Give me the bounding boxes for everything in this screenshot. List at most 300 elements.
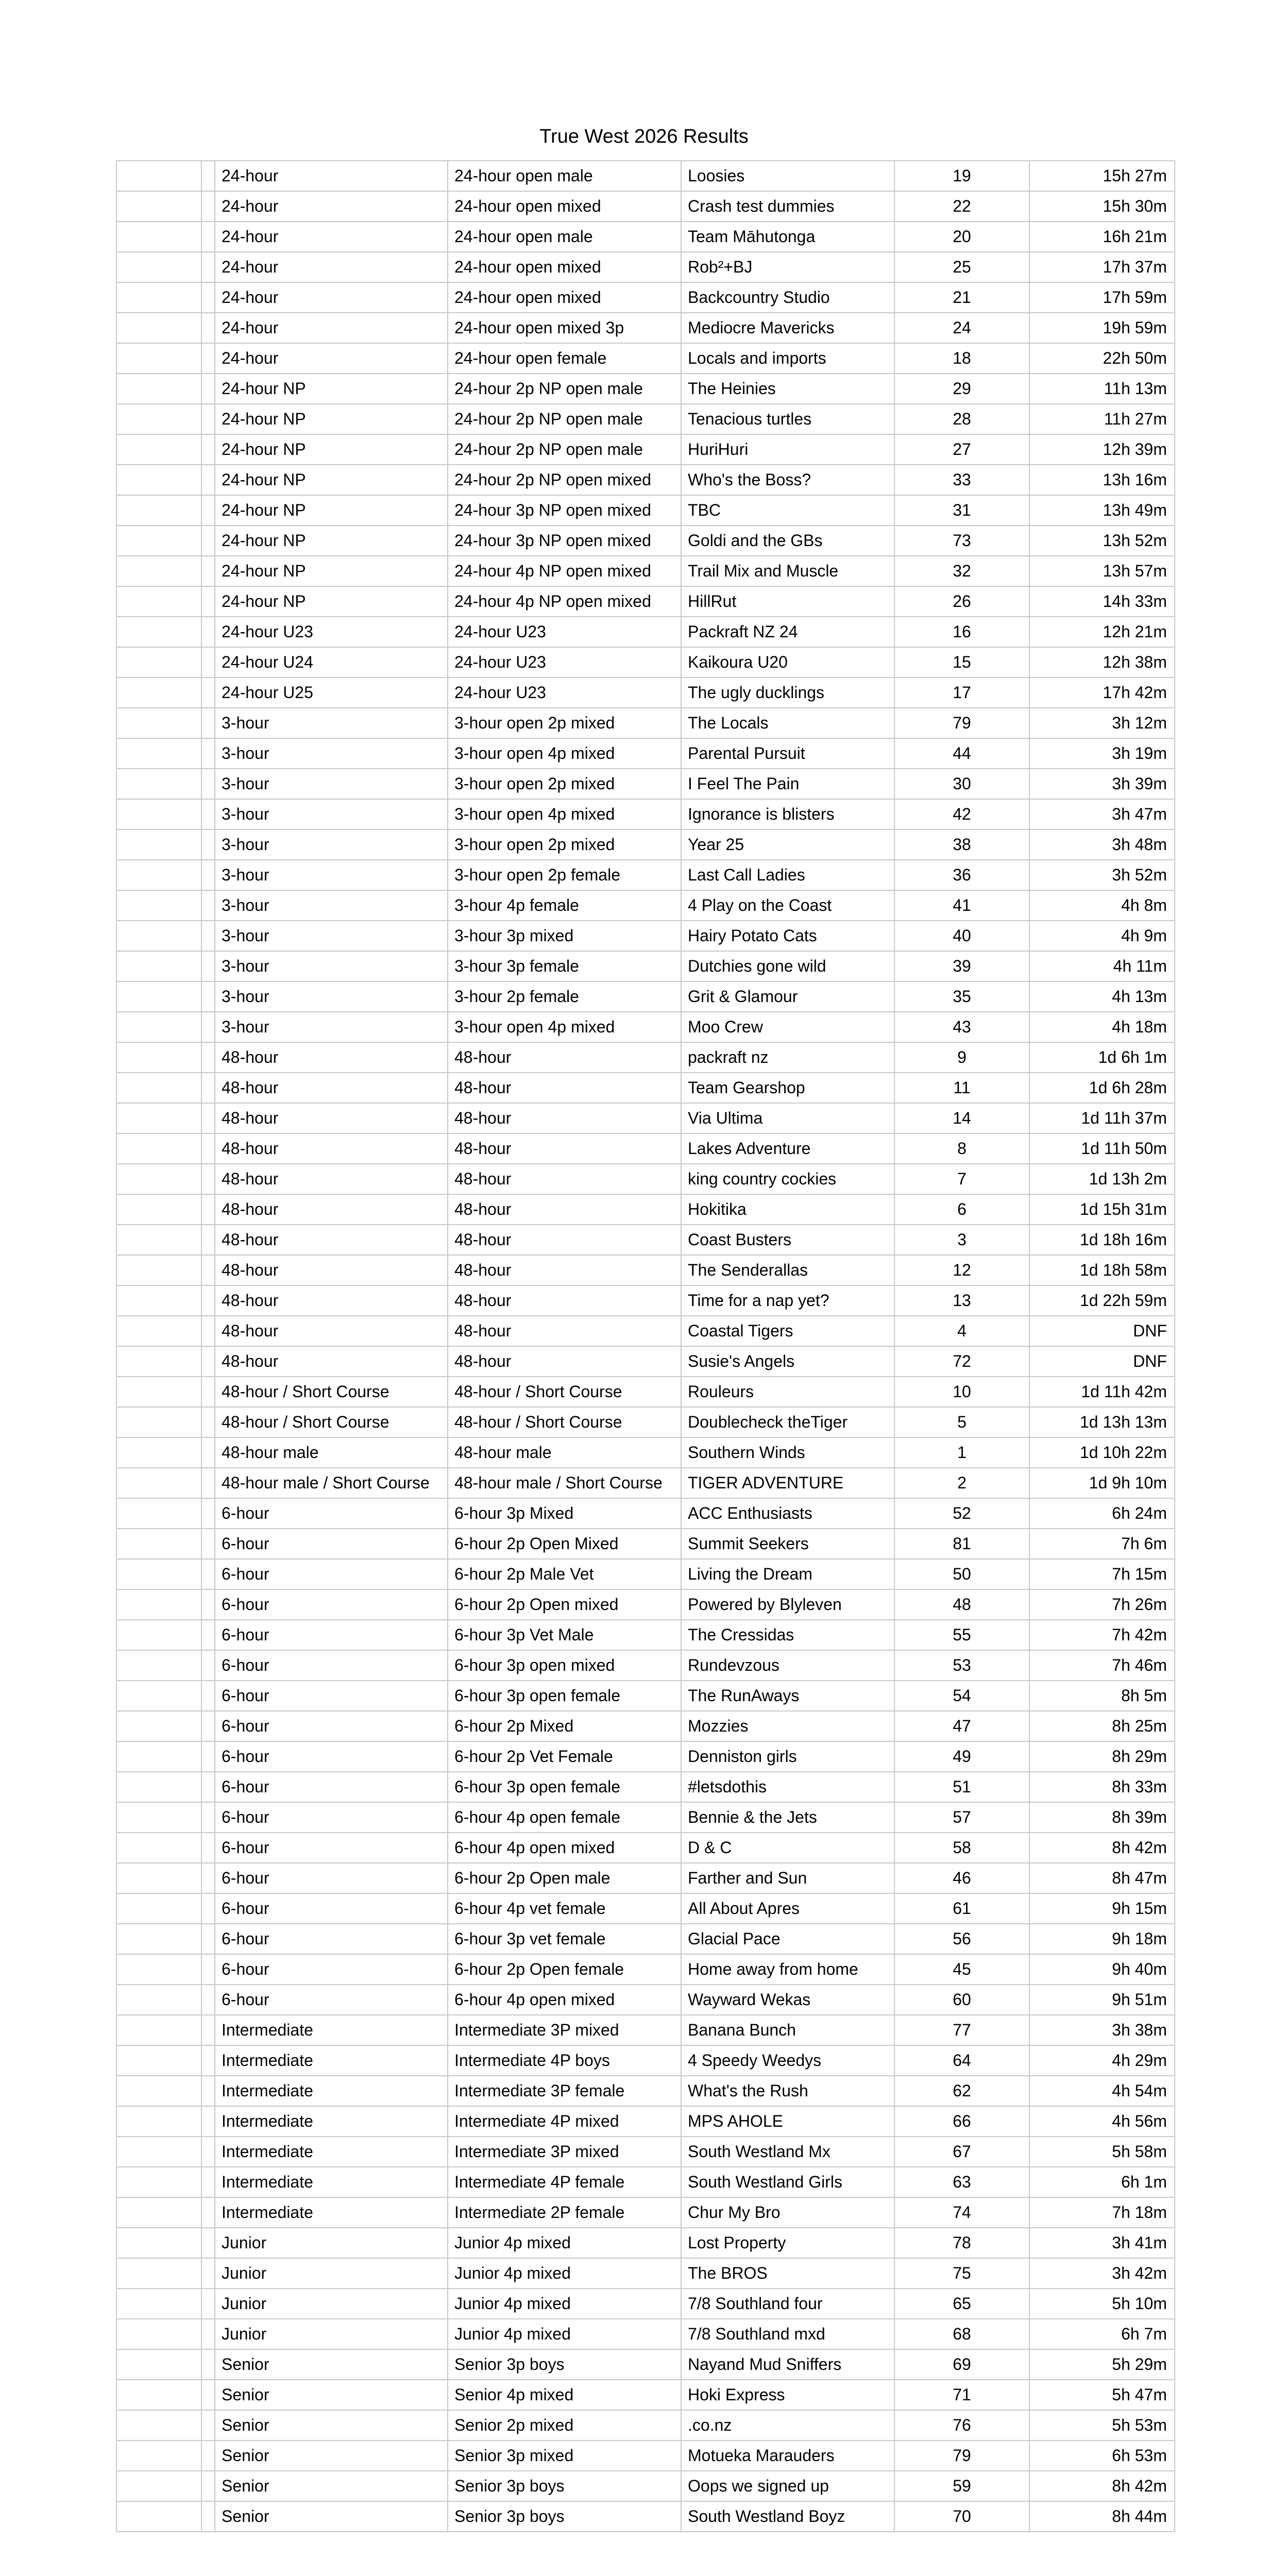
table-row [116, 890, 1175, 921]
table-row [116, 2258, 1175, 2289]
division-cell: 3-hour open 2p mixed [448, 769, 681, 799]
team-name-cell: The Cressidas [681, 1620, 894, 1650]
empty-cell [116, 1285, 201, 1316]
result-time-cell: 3h 41m [1029, 2228, 1175, 2258]
empty-cell [201, 465, 215, 495]
empty-cell [116, 860, 201, 890]
empty-cell [201, 1559, 215, 1589]
result-time-cell: 17h 42m [1029, 677, 1175, 708]
team-name-cell: Grit & Glamour [681, 981, 894, 1012]
team-number-cell: 73 [894, 526, 1029, 556]
empty-cell [116, 161, 201, 191]
result-time-cell: 8h 33m [1029, 1772, 1175, 1802]
division-cell: Intermediate 3P mixed [448, 2137, 681, 2167]
division-cell: 6-hour 3p vet female [448, 1924, 681, 1954]
table-row [116, 1133, 1175, 1164]
result-time-cell: 5h 53m [1029, 2410, 1175, 2441]
result-time-cell: 1d 11h 37m [1029, 1103, 1175, 1133]
table-row [116, 2197, 1175, 2228]
team-name-cell: Susie's Angels [681, 1346, 894, 1377]
team-number-cell: 67 [894, 2137, 1029, 2167]
result-time-cell: 8h 47m [1029, 1863, 1175, 1893]
team-name-cell: Rouleurs [681, 1377, 894, 1407]
result-time-cell: 9h 40m [1029, 1954, 1175, 1985]
division-cell: 24-hour open mixed [448, 252, 681, 282]
result-time-cell: 4h 29m [1029, 2045, 1175, 2076]
empty-cell [201, 2228, 215, 2258]
empty-cell [201, 1529, 215, 1559]
result-time-cell: 17h 37m [1029, 252, 1175, 282]
category-cell: 48-hour [215, 1225, 448, 1255]
empty-cell [201, 1741, 215, 1772]
result-time-cell: 11h 13m [1029, 374, 1175, 404]
team-name-cell: 7/8 Southland four [681, 2289, 894, 2319]
team-number-cell: 53 [894, 1650, 1029, 1681]
team-name-cell: Team Gearshop [681, 1073, 894, 1103]
table-row [116, 556, 1175, 586]
team-name-cell: Lost Property [681, 2228, 894, 2258]
team-number-cell: 60 [894, 1985, 1029, 2015]
division-cell: 24-hour 2p NP open male [448, 404, 681, 434]
table-row [116, 981, 1175, 1012]
empty-cell [116, 1012, 201, 1042]
result-time-cell: 8h 42m [1029, 1833, 1175, 1863]
team-number-cell: 30 [894, 769, 1029, 799]
team-number-cell: 43 [894, 1012, 1029, 1042]
division-cell: 48-hour male [448, 1437, 681, 1468]
empty-cell [201, 1103, 215, 1133]
empty-cell [116, 1681, 201, 1711]
team-name-cell: The BROS [681, 2258, 894, 2289]
category-cell: 48-hour [215, 1316, 448, 1346]
division-cell: 48-hour male / Short Course [448, 1468, 681, 1498]
team-number-cell: 75 [894, 2258, 1029, 2289]
division-cell: 3-hour 3p mixed [448, 921, 681, 951]
result-time-cell: 6h 53m [1029, 2441, 1175, 2471]
division-cell: Junior 4p mixed [448, 2289, 681, 2319]
table-row [116, 1316, 1175, 1346]
category-cell: 6-hour [215, 1954, 448, 1985]
empty-cell [201, 2441, 215, 2471]
result-time-cell: 1d 15h 31m [1029, 1194, 1175, 1225]
empty-cell [201, 890, 215, 921]
empty-cell [116, 921, 201, 951]
empty-cell [116, 1833, 201, 1863]
category-cell: 3-hour [215, 860, 448, 890]
empty-cell [116, 434, 201, 465]
division-cell: Senior 3p mixed [448, 2441, 681, 2471]
empty-cell [201, 434, 215, 465]
empty-cell [116, 2380, 201, 2410]
result-time-cell: 1d 10h 22m [1029, 1437, 1175, 1468]
team-number-cell: 62 [894, 2076, 1029, 2106]
team-number-cell: 66 [894, 2106, 1029, 2137]
empty-cell [116, 1589, 201, 1620]
empty-cell [116, 2197, 201, 2228]
team-name-cell: The Locals [681, 708, 894, 738]
team-name-cell: #letsdothis [681, 1772, 894, 1802]
empty-cell [201, 1681, 215, 1711]
empty-cell [116, 1802, 201, 1833]
category-cell: 3-hour [215, 921, 448, 951]
empty-cell [201, 1468, 215, 1498]
table-row [116, 829, 1175, 860]
team-name-cell: Who's the Boss? [681, 465, 894, 495]
table-row [116, 404, 1175, 434]
division-cell: 3-hour 3p female [448, 951, 681, 981]
table-row [116, 1924, 1175, 1954]
empty-cell [201, 2349, 215, 2380]
table-row [116, 1893, 1175, 1924]
team-name-cell: D & C [681, 1833, 894, 1863]
empty-cell [201, 647, 215, 677]
team-name-cell: What's the Rush [681, 2076, 894, 2106]
empty-cell [201, 1985, 215, 2015]
table-row [116, 1559, 1175, 1589]
table-row [116, 2015, 1175, 2045]
result-time-cell: 8h 42m [1029, 2471, 1175, 2501]
table-row [116, 1650, 1175, 1681]
category-cell: 6-hour [215, 1985, 448, 2015]
table-row [116, 2045, 1175, 2076]
empty-cell [201, 374, 215, 404]
division-cell: 6-hour 4p open mixed [448, 1833, 681, 1863]
result-time-cell: 5h 58m [1029, 2137, 1175, 2167]
result-time-cell: 1d 18h 16m [1029, 1225, 1175, 1255]
division-cell: Junior 4p mixed [448, 2228, 681, 2258]
team-name-cell: Via Ultima [681, 1103, 894, 1133]
team-name-cell: Motueka Marauders [681, 2441, 894, 2471]
team-number-cell: 27 [894, 434, 1029, 465]
division-cell: 24-hour open male [448, 161, 681, 191]
team-number-cell: 19 [894, 161, 1029, 191]
category-cell: Intermediate [215, 2045, 448, 2076]
result-time-cell: 3h 12m [1029, 708, 1175, 738]
table-row [116, 282, 1175, 313]
category-cell: Intermediate [215, 2076, 448, 2106]
empty-cell [116, 343, 201, 374]
table-row [116, 2471, 1175, 2501]
empty-cell [201, 313, 215, 343]
category-cell: 48-hour / Short Course [215, 1407, 448, 1437]
team-name-cell: Powered by Blyleven [681, 1589, 894, 1620]
table-row [116, 1437, 1175, 1468]
empty-cell [116, 1650, 201, 1681]
result-time-cell: 7h 42m [1029, 1620, 1175, 1650]
team-number-cell: 77 [894, 2015, 1029, 2045]
team-name-cell: Hokitika [681, 1194, 894, 1225]
empty-cell [116, 1620, 201, 1650]
division-cell: 6-hour 2p Open female [448, 1954, 681, 1985]
empty-cell [201, 1620, 215, 1650]
table-row [116, 1164, 1175, 1194]
division-cell: 24-hour 2p NP open male [448, 374, 681, 404]
empty-cell [201, 2289, 215, 2319]
team-number-cell: 39 [894, 951, 1029, 981]
empty-cell [201, 1042, 215, 1073]
division-cell: 48-hour [448, 1194, 681, 1225]
category-cell: 48-hour / Short Course [215, 1377, 448, 1407]
team-number-cell: 79 [894, 708, 1029, 738]
category-cell: 24-hour NP [215, 495, 448, 526]
team-number-cell: 44 [894, 738, 1029, 769]
category-cell: 6-hour [215, 1863, 448, 1893]
empty-cell [201, 829, 215, 860]
division-cell: 6-hour 3p Mixed [448, 1498, 681, 1529]
team-number-cell: 47 [894, 1711, 1029, 1741]
empty-cell [116, 677, 201, 708]
result-time-cell: DNF [1029, 1316, 1175, 1346]
category-cell: 48-hour [215, 1133, 448, 1164]
division-cell: Senior 2p mixed [448, 2410, 681, 2441]
empty-cell [201, 1073, 215, 1103]
empty-cell [201, 191, 215, 222]
category-cell: 3-hour [215, 890, 448, 921]
result-time-cell: 3h 47m [1029, 799, 1175, 829]
team-number-cell: 49 [894, 1741, 1029, 1772]
team-number-cell: 52 [894, 1498, 1029, 1529]
category-cell: 24-hour NP [215, 465, 448, 495]
team-number-cell: 8 [894, 1133, 1029, 1164]
result-time-cell: 5h 10m [1029, 2289, 1175, 2319]
category-cell: 3-hour [215, 769, 448, 799]
empty-cell [116, 2106, 201, 2137]
division-cell: 24-hour open mixed [448, 191, 681, 222]
division-cell: 48-hour [448, 1042, 681, 1073]
team-name-cell: 7/8 Southland mxd [681, 2319, 894, 2349]
division-cell: 6-hour 3p open female [448, 1681, 681, 1711]
table-row [116, 191, 1175, 222]
empty-cell [116, 1225, 201, 1255]
empty-cell [116, 1954, 201, 1985]
table-row [116, 951, 1175, 981]
empty-cell [201, 282, 215, 313]
team-name-cell: HuriHuri [681, 434, 894, 465]
page-title: True West 2026 Results [539, 126, 749, 147]
team-number-cell: 12 [894, 1255, 1029, 1285]
table-row [116, 1042, 1175, 1073]
empty-cell [116, 2228, 201, 2258]
team-number-cell: 78 [894, 2228, 1029, 2258]
result-time-cell: 3h 42m [1029, 2258, 1175, 2289]
result-time-cell: 3h 38m [1029, 2015, 1175, 2045]
empty-cell [201, 2015, 215, 2045]
result-time-cell: 3h 39m [1029, 769, 1175, 799]
result-time-cell: 1d 18h 58m [1029, 1255, 1175, 1285]
team-name-cell: Living the Dream [681, 1559, 894, 1589]
division-cell: Junior 4p mixed [448, 2258, 681, 2289]
result-time-cell: 3h 52m [1029, 860, 1175, 890]
table-row [116, 2410, 1175, 2441]
result-time-cell: 7h 18m [1029, 2197, 1175, 2228]
table-row [116, 1954, 1175, 1985]
result-time-cell: 7h 15m [1029, 1559, 1175, 1589]
category-cell: Intermediate [215, 2015, 448, 2045]
empty-cell [116, 374, 201, 404]
empty-cell [116, 617, 201, 647]
table-row [116, 860, 1175, 890]
empty-cell [116, 313, 201, 343]
division-cell: 24-hour 4p NP open mixed [448, 556, 681, 586]
team-number-cell: 9 [894, 1042, 1029, 1073]
division-cell: 3-hour open 2p mixed [448, 829, 681, 860]
team-number-cell: 69 [894, 2349, 1029, 2380]
empty-cell [116, 1924, 201, 1954]
category-cell: 6-hour [215, 1498, 448, 1529]
empty-cell [201, 1498, 215, 1529]
empty-cell [116, 556, 201, 586]
category-cell: 3-hour [215, 708, 448, 738]
division-cell: 24-hour open mixed [448, 282, 681, 313]
empty-cell [201, 769, 215, 799]
team-name-cell: Doublecheck theTiger [681, 1407, 894, 1437]
team-name-cell: MPS AHOLE [681, 2106, 894, 2137]
team-name-cell: 4 Play on the Coast [681, 890, 894, 921]
team-number-cell: 24 [894, 313, 1029, 343]
table-row [116, 708, 1175, 738]
division-cell: 6-hour 3p open mixed [448, 1650, 681, 1681]
empty-cell [116, 282, 201, 313]
division-cell: Intermediate 4P boys [448, 2045, 681, 2076]
team-name-cell: packraft nz [681, 1042, 894, 1073]
result-time-cell: 7h 26m [1029, 1589, 1175, 1620]
result-time-cell: 1d 6h 1m [1029, 1042, 1175, 1073]
category-cell: 24-hour [215, 343, 448, 374]
category-cell: 3-hour [215, 799, 448, 829]
empty-cell [201, 1194, 215, 1225]
result-time-cell: 8h 44m [1029, 2501, 1175, 2532]
table-row [116, 921, 1175, 951]
empty-cell [201, 2319, 215, 2349]
empty-cell [116, 2289, 201, 2319]
team-name-cell: South Westland Girls [681, 2167, 894, 2197]
table-row [116, 1407, 1175, 1437]
team-number-cell: 76 [894, 2410, 1029, 2441]
empty-cell [201, 2137, 215, 2167]
result-time-cell: 8h 29m [1029, 1741, 1175, 1772]
result-time-cell: 1d 13h 2m [1029, 1164, 1175, 1194]
team-name-cell: Coastal Tigers [681, 1316, 894, 1346]
empty-cell [201, 617, 215, 647]
category-cell: 24-hour NP [215, 404, 448, 434]
empty-cell [116, 1073, 201, 1103]
team-name-cell: Rob²+BJ [681, 252, 894, 282]
division-cell: 48-hour [448, 1164, 681, 1194]
result-time-cell: 12h 38m [1029, 647, 1175, 677]
team-number-cell: 59 [894, 2471, 1029, 2501]
team-number-cell: 41 [894, 890, 1029, 921]
empty-cell [116, 1377, 201, 1407]
team-name-cell: Packraft NZ 24 [681, 617, 894, 647]
result-time-cell: 11h 27m [1029, 404, 1175, 434]
result-time-cell: 4h 18m [1029, 1012, 1175, 1042]
empty-cell [201, 1133, 215, 1164]
table-row [116, 1802, 1175, 1833]
empty-cell [201, 677, 215, 708]
division-cell: 24-hour 4p NP open mixed [448, 586, 681, 617]
team-name-cell: I Feel The Pain [681, 769, 894, 799]
team-number-cell: 48 [894, 1589, 1029, 1620]
empty-cell [116, 1772, 201, 1802]
team-number-cell: 38 [894, 829, 1029, 860]
team-name-cell: Coast Busters [681, 1225, 894, 1255]
category-cell: Junior [215, 2258, 448, 2289]
category-cell: Intermediate [215, 2137, 448, 2167]
category-cell: 48-hour [215, 1346, 448, 1377]
empty-cell [201, 1833, 215, 1863]
table-row [116, 374, 1175, 404]
result-time-cell: 7h 6m [1029, 1529, 1175, 1559]
table-row [116, 495, 1175, 526]
team-name-cell: Locals and imports [681, 343, 894, 374]
empty-cell [116, 2471, 201, 2501]
team-number-cell: 64 [894, 2045, 1029, 2076]
category-cell: 48-hour [215, 1103, 448, 1133]
empty-cell [116, 1863, 201, 1893]
team-number-cell: 81 [894, 1529, 1029, 1559]
team-number-cell: 16 [894, 617, 1029, 647]
result-time-cell: 9h 18m [1029, 1924, 1175, 1954]
empty-cell [116, 252, 201, 282]
team-number-cell: 25 [894, 252, 1029, 282]
division-cell: 24-hour 3p NP open mixed [448, 495, 681, 526]
table-row [116, 677, 1175, 708]
empty-cell [116, 222, 201, 252]
empty-cell [201, 2380, 215, 2410]
empty-cell [116, 1103, 201, 1133]
category-cell: Senior [215, 2441, 448, 2471]
empty-cell [201, 1863, 215, 1893]
team-number-cell: 54 [894, 1681, 1029, 1711]
division-cell: Intermediate 4P female [448, 2167, 681, 2197]
table-row [116, 647, 1175, 677]
division-cell: 6-hour 2p Open Mixed [448, 1529, 681, 1559]
division-cell: 3-hour open 4p mixed [448, 738, 681, 769]
category-cell: Senior [215, 2410, 448, 2441]
category-cell: 3-hour [215, 829, 448, 860]
category-cell: 48-hour [215, 1255, 448, 1285]
table-row [116, 526, 1175, 556]
table-row [116, 161, 1175, 191]
team-name-cell: Parental Pursuit [681, 738, 894, 769]
team-name-cell: South Westland Boyz [681, 2501, 894, 2532]
team-name-cell: Last Call Ladies [681, 860, 894, 890]
result-time-cell: 4h 56m [1029, 2106, 1175, 2137]
empty-cell [116, 951, 201, 981]
team-number-cell: 13 [894, 1285, 1029, 1316]
division-cell: 3-hour open 4p mixed [448, 1012, 681, 1042]
empty-cell [201, 951, 215, 981]
team-number-cell: 35 [894, 981, 1029, 1012]
team-number-cell: 29 [894, 374, 1029, 404]
team-name-cell: Bennie & the Jets [681, 1802, 894, 1833]
result-time-cell: 1d 6h 28m [1029, 1073, 1175, 1103]
team-number-cell: 50 [894, 1559, 1029, 1589]
empty-cell [116, 799, 201, 829]
team-name-cell: Oops we signed up [681, 2471, 894, 2501]
table-row [116, 1620, 1175, 1650]
empty-cell [116, 2015, 201, 2045]
team-number-cell: 6 [894, 1194, 1029, 1225]
empty-cell [201, 799, 215, 829]
empty-cell [201, 495, 215, 526]
team-number-cell: 74 [894, 2197, 1029, 2228]
category-cell: 24-hour NP [215, 526, 448, 556]
table-row [116, 2076, 1175, 2106]
empty-cell [201, 1285, 215, 1316]
table-row [116, 465, 1175, 495]
category-cell: Junior [215, 2289, 448, 2319]
